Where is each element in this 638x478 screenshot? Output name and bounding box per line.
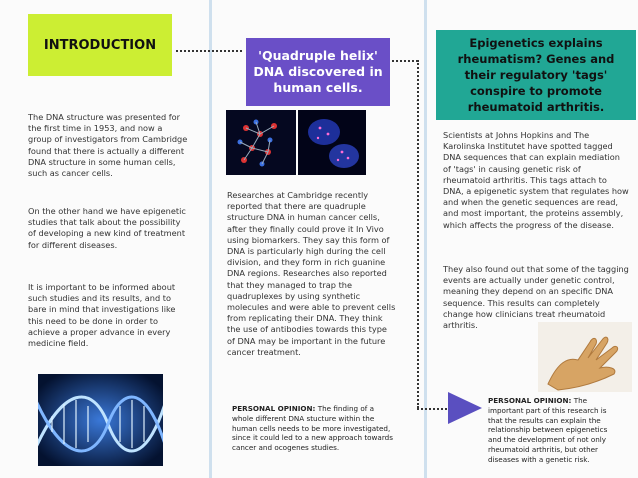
arthritic-hand-image (538, 322, 632, 392)
dna-helix-icon (38, 374, 163, 466)
hand-icon (538, 322, 632, 392)
epigenetics-title: Epigenetics explains rheumatism? Genes and their regulatory 'tags' conspire to promote rheumatoid arthritis. (457, 36, 615, 114)
molecule-icon (226, 110, 296, 175)
opinion-label: PERSONAL OPINION: (488, 396, 572, 405)
quadruple-helix-body: Researches at Cambridge recently reported that there are quadruple structure DNA in human cancer cells, after they finally could prove it In Vivo using biomarkers. They say this form of DNA is particularly high during the cell division, and they form in rich guanine DNA regions. Researches also reported that they managed to trap the quadruplexes by using synthetic molecules and were able to prevent cells from replicating their DNA. They think the use of antibodies towards this type of DNA may be important in the future cancer treatment. (227, 190, 396, 357)
opinion-text: The finding of a whole different DNA stucture within the human cells needs to be more investigated, since it could led to a new approach towards cancer and ocogenes studies. (232, 404, 393, 453)
fold-line (424, 0, 427, 478)
opinion-label: PERSONAL OPINION: (232, 404, 316, 413)
epigenetics-title-box (436, 30, 636, 120)
intro-paragraph-2: On the other hand we have epigenetic studies that talk about the possibility of developing a new kind of treatment for different diseases. (28, 206, 186, 250)
cell-nucleus-icon (298, 110, 366, 175)
epigenetics-paragraph-1: Scientists at Johns Hopkins and The Karolinska Institutet have spotted tagged DNA sequences that can explain mediation of 'tags' in causing genetic risk of rheumatoid arthritis. This tags attach to DNA, a epigenetic system that regulates how and when the genetic sequences are read, and most important, the proteins assembly, which affects the progress of the disease. (443, 130, 629, 230)
dna-helix-image (38, 374, 163, 466)
introduction-title-box (28, 14, 172, 76)
dotted-connector (417, 60, 419, 408)
opinion-text: The important part of this research is that the results can explain the relationship between epigenetics and the development of not only rheumatoid arthritis, but other diseases with a genetic risk. (488, 396, 608, 464)
fold-line (209, 0, 212, 478)
dotted-connector (417, 408, 447, 410)
quadruple-helix-title: 'Quadruple helix' DNA discovered in human cells. (253, 48, 383, 95)
dotted-connector (392, 60, 418, 62)
dotted-connector (176, 50, 242, 52)
quadruple-helix-opinion (232, 404, 396, 453)
cell-nuclei-image (298, 110, 366, 175)
epigenetics-paragraph-2: They also found out that some of the tagging events are actually under genetic control, meaning they depend on an specific DNA sequence. This results can completely change how clinicians treat rheumatoid arthritis. (443, 264, 629, 331)
arrow-right-icon (448, 392, 482, 424)
quadruplex-molecule-image (226, 110, 296, 175)
quadruple-helix-title-box (246, 38, 390, 106)
epigenetics-opinion (488, 396, 623, 465)
intro-paragraph-1: The DNA structure was presented for the first time in 1953, and now a group of investigators from Cambridge found that there is actually a different DNA structure in some human cells, such as cancer cells. (28, 112, 188, 179)
introduction-title: INTRODUCTION (43, 37, 157, 53)
intro-paragraph-3: It is important to be informed about such studies and its results, and to bare in mind that investigations like this need to be done in order to achieve a proper advance in every medicine field. (28, 282, 176, 349)
